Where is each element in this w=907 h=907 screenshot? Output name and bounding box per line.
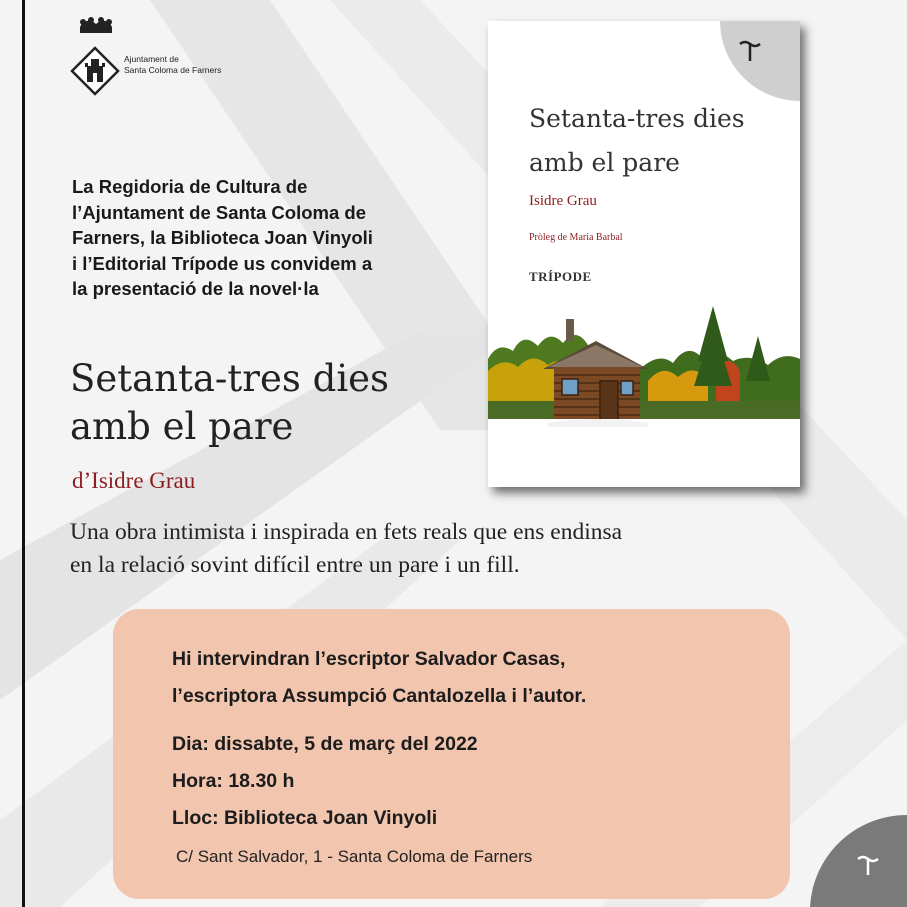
book-cover [488, 21, 800, 487]
shield-icon [70, 46, 120, 96]
event-date: Dia: dissabte, 5 de març del 2022 [172, 733, 478, 755]
book-cover-title [529, 97, 789, 185]
event-info-box [113, 609, 790, 899]
intro-line: la presentació de la novel·la [72, 278, 319, 299]
tripode-icon [810, 815, 907, 907]
novel-title [70, 355, 470, 451]
description [70, 516, 770, 582]
description-line1: Una obra intimista i inspirada en fets reals que ens endinsa [70, 519, 623, 545]
logo-text [124, 54, 221, 76]
novel-title-line1: Setanta-tres dies [70, 357, 390, 400]
intro-line: i l’Editorial Trípode us convidem a [72, 252, 373, 274]
event-time: Hora: 18.30 h [172, 770, 295, 792]
left-border-line [22, 0, 25, 907]
intro-line: l’Ajuntament de Santa Coloma de [72, 201, 366, 223]
intro-line: La Regidoria de Cultura de [72, 176, 308, 197]
logo-text-line1: Ajuntament de [124, 54, 179, 64]
log-cabin-forest-illustration [488, 301, 800, 441]
intro-line: Farners, la Biblioteca Joan Vinyoli [72, 227, 373, 248]
event-place: Lloc: Biblioteca Joan Vinyoli [172, 807, 438, 829]
logo-text-line2: Santa Coloma de Farners [124, 65, 222, 75]
author-line: d’Isidre Grau [72, 468, 196, 493]
book-cover-publisher: TRÍPODE [529, 269, 592, 284]
speakers-line1: Hi intervindran l’escriptor Salvador Casas, [172, 648, 566, 670]
crown-icon [78, 16, 114, 36]
intro-paragraph [72, 174, 472, 302]
municipal-logo [70, 16, 240, 96]
event-address: C/ Sant Salvador, 1 - Santa Coloma de Farners [176, 847, 533, 866]
book-cover-author: Isidre Grau [529, 193, 597, 209]
novel-title-line2: amb el pare [70, 405, 294, 448]
book-cover-title-line2: amb el pare [529, 148, 680, 177]
book-cover-title-line1: Setanta-tres dies [529, 104, 745, 133]
speakers-line2: l’escriptora Assumpció Cantalozella i l’autor. [172, 685, 587, 707]
book-cover-prologue: Pròleg de Maria Barbal [529, 232, 623, 243]
tripode-icon [720, 21, 800, 101]
description-line2: en la relació sovint difícil entre un pare i un fill. [70, 552, 520, 578]
